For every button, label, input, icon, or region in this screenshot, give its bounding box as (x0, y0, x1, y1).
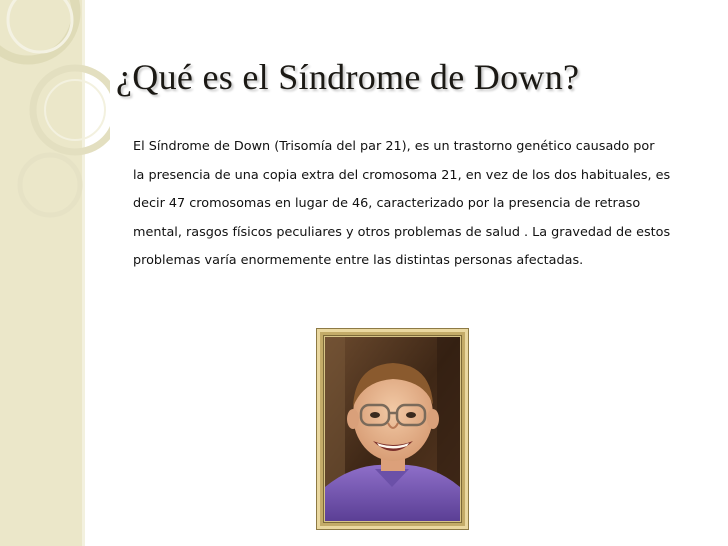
decorative-rings (0, 0, 110, 230)
page-title: ¿Qué es el Síndrome de Down? (116, 57, 580, 97)
child-portrait-photo (325, 337, 460, 521)
body-line: la presencia de una copia extra del cromosoma 21, en vez de los dos habituales, es (133, 167, 671, 183)
body-paragraph (133, 133, 703, 276)
body-line: El Síndrome de Down (Trisomía del par 21), es un trastorno genético causado por (133, 139, 655, 154)
body-line: mental, rasgos físicos peculiares y otros problemas de salud . La gravedad de estos (133, 224, 671, 240)
photo-frame (316, 328, 469, 530)
body-line: problemas varía enormemente entre las distintas personas afectadas. (133, 253, 584, 268)
body-line: decir 47 cromosomas en lugar de 46, caracterizado por la presencia de retraso (133, 196, 641, 211)
